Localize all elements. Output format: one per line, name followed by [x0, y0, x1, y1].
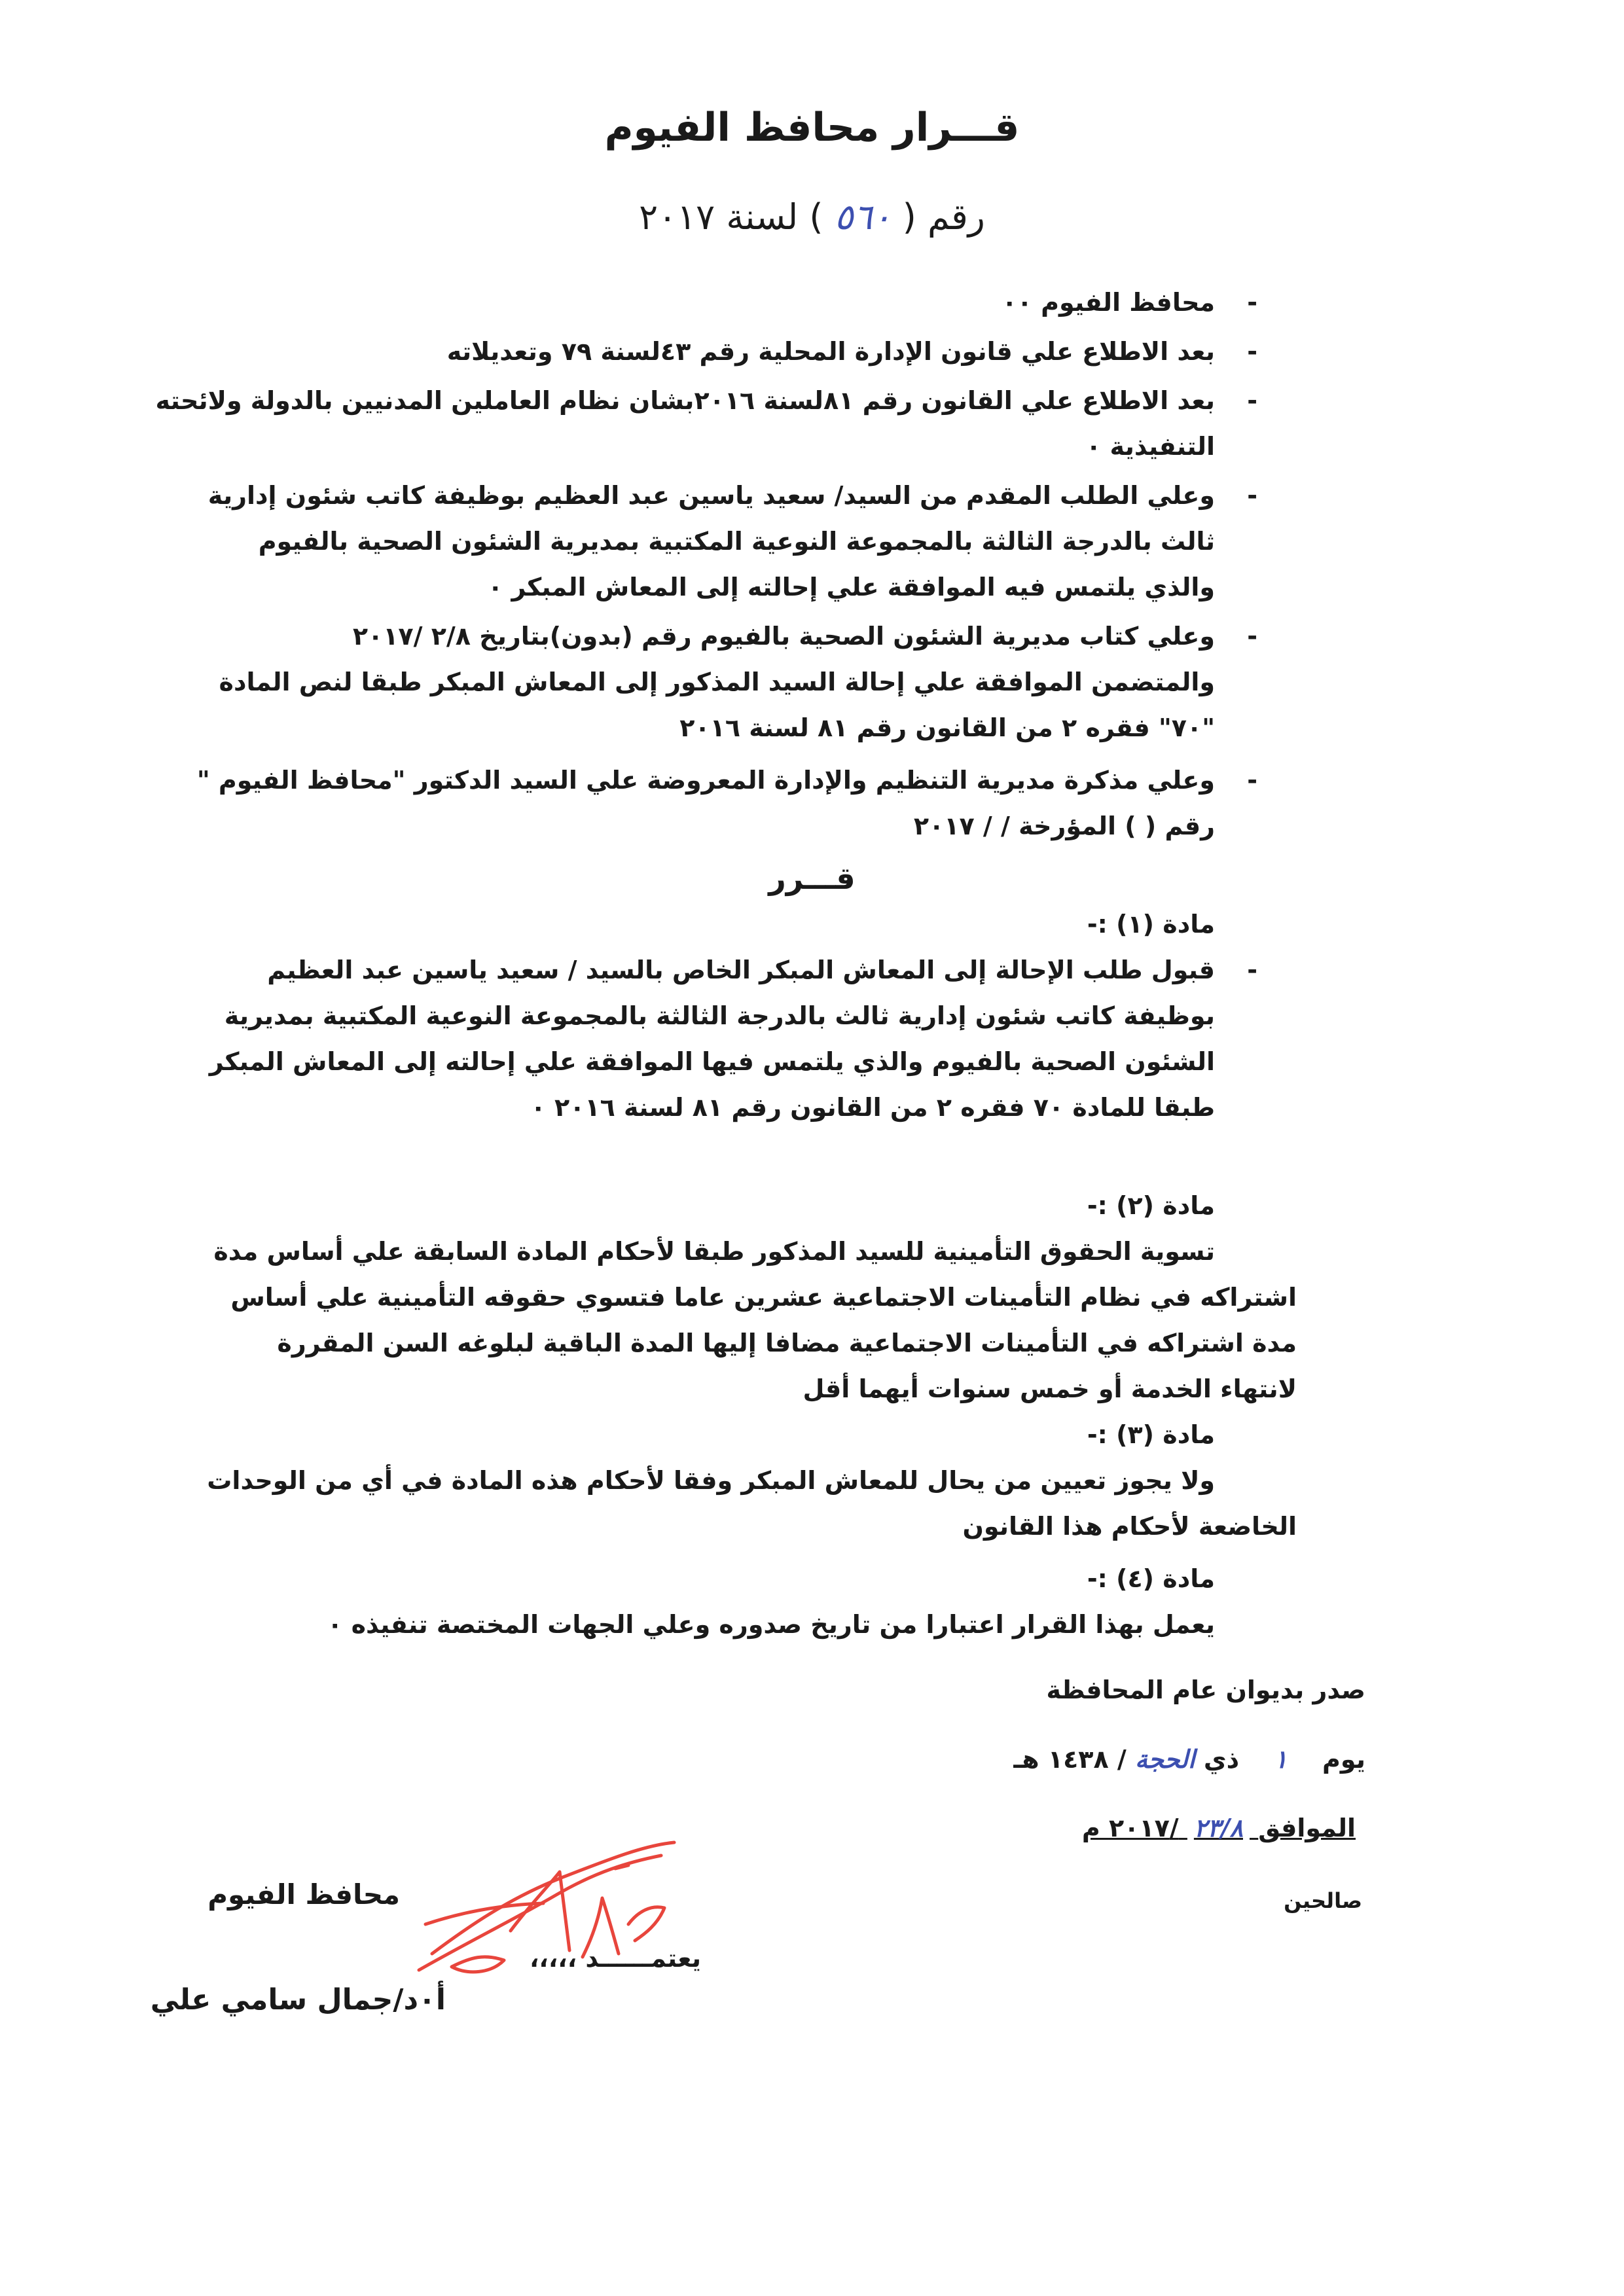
- approval-label: يعتمــــــد ،،،،،: [530, 1944, 701, 1973]
- signature-stroke: [628, 1907, 664, 1941]
- decision-heading: قـــرر: [768, 861, 856, 896]
- preamble-line: والمتضمن الموافقة علي إحالة السيد المذكور إلى المعاش المبكر طبقا لنص المادة: [219, 668, 1215, 696]
- governor-name: أ٠د/جمال سامي علي: [150, 1983, 446, 2017]
- gregorian-year: /٢٠١٧ م: [1081, 1814, 1179, 1842]
- signature-stroke: [583, 1898, 619, 1957]
- article-heading: مادة (٢) :-: [1087, 1191, 1215, 1220]
- bullet-dash: -: [1247, 956, 1257, 984]
- day-label: يوم: [1322, 1745, 1365, 1774]
- article-line: بوظيفة كاتب شئون إدارية ثالث بالدرجة الثالثة بالمجموعة النوعية المكتبية بمديرية: [224, 1001, 1215, 1030]
- bullet-dash: -: [1247, 386, 1257, 415]
- signature-strokes: [419, 1842, 674, 1972]
- day-handwritten: ١: [1274, 1744, 1288, 1774]
- number-suffix: ) لسنة ٢٠١٧: [639, 196, 823, 238]
- article-line: تسوية الحقوق التأمينية للسيد المذكور طبقا لأحكام المادة السابقة علي أساس مدة: [213, 1237, 1215, 1266]
- bullet-dash: -: [1247, 481, 1257, 510]
- article-line: الخاضعة لأحكام هذا القانون: [962, 1512, 1297, 1541]
- article-line: طبقا للمادة ٧٠ فقره ٢ من القانون رقم ٨١ لسنة ٢٠١٦ ٠: [530, 1093, 1215, 1122]
- preamble-line: التنفيذية ٠: [1086, 432, 1215, 461]
- article-heading: مادة (١) :-: [1087, 910, 1215, 939]
- governor-title: محافظ الفيوم: [208, 1878, 400, 1910]
- page-title: قـــرار محافظ الفيوم: [604, 105, 1020, 151]
- gregorian-handwritten: ٢٣/٨: [1193, 1813, 1243, 1842]
- gregorian-date-line: [1082, 1813, 1356, 1842]
- month-label: ذي: [1203, 1745, 1240, 1774]
- month-handwritten: الحجة: [1135, 1744, 1195, 1774]
- number-prefix: رقم (: [902, 196, 985, 238]
- bullet-dash: -: [1247, 288, 1257, 317]
- preamble-line: وعلي مذكرة مديرية التنظيم والإدارة المعروضة علي السيد الدكتور "محافظ الفيوم ": [196, 766, 1215, 795]
- article-line: اشتراكه في نظام التأمينات الاجتماعية عشرين عاما فتسوي حقوقه التأمينية علي أساس: [230, 1283, 1297, 1312]
- bullet-dash: -: [1247, 622, 1257, 651]
- preamble-line: "٧٠" فقره ٢ من القانون رقم ٨١ لسنة ٢٠١٦: [679, 713, 1215, 742]
- signature-stroke: [511, 1872, 569, 1950]
- preamble-line: والذي يلتمس فيه الموافقة علي إحالته إلى المعاش المبكر ٠: [488, 573, 1215, 601]
- article-heading: مادة (٣) :-: [1087, 1420, 1215, 1449]
- issued-line: صدر بديوان عام المحافظة: [1046, 1676, 1365, 1704]
- saleheen-note: صالحين: [1284, 1888, 1362, 1913]
- preamble-line: رقم ( ) المؤرخة / / ٢٠١٧: [913, 812, 1215, 840]
- decree-number-line: [0, 196, 1624, 238]
- preamble-line: بعد الاطلاع علي قانون الإدارة المحلية رقم ٤٣لسنة ٧٩ وتعديلاته: [446, 337, 1215, 366]
- decree-number-handwritten: ٥٦٠: [834, 196, 892, 238]
- article-line: لانتهاء الخدمة أو خمس سنوات أيهما أقل: [803, 1374, 1297, 1403]
- hijri-date-line: [1013, 1744, 1365, 1774]
- preamble-line: ثالث بالدرجة الثالثة بالمجموعة النوعية المكتبية بمديرية الشئون الصحية بالفيوم: [258, 527, 1215, 556]
- preamble-line: وعلي الطلب المقدم من السيد/ سعيد ياسين عبد العظيم بوظيفة كاتب شئون إدارية: [208, 481, 1215, 510]
- article-line: مدة اشتراكه في التأمينات الاجتماعية مضافا إليها المدة الباقية لبلوغه السن المقررة: [277, 1329, 1297, 1357]
- signature-stroke: [419, 1856, 661, 1970]
- hijri-year: / ١٤٣٨ هـ: [1013, 1745, 1127, 1774]
- corresponding-label: الموافق: [1258, 1814, 1356, 1842]
- preamble-line: وعلي كتاب مديرية الشئون الصحية بالفيوم رقم (بدون)بتاريخ ٢/٨ /٢٠١٧: [352, 622, 1215, 651]
- signature-image: [406, 1826, 681, 1983]
- preamble-line: بعد الاطلاع علي القانون رقم ٨١لسنة ٢٠١٦بشان نظام العاملين المدنيين بالدولة ولائحته: [155, 386, 1215, 415]
- article-line: ولا يجوز تعيين من يحال للمعاش المبكر وفقا لأحكام هذه المادة في أي من الوحدات: [207, 1466, 1215, 1495]
- article-line: الشئون الصحية بالفيوم والذي يلتمس فيها الموافقة علي إحالته إلى المعاش المبكر: [209, 1047, 1215, 1076]
- article-heading: مادة (٤) :-: [1087, 1564, 1215, 1593]
- preamble-line: محافظ الفيوم ٠٠: [1001, 288, 1215, 317]
- article-line: قبول طلب الإحالة إلى المعاش المبكر الخاص بالسيد / سعيد ياسين عبد العظيم: [267, 956, 1215, 984]
- bullet-dash: -: [1247, 337, 1257, 366]
- bullet-dash: -: [1247, 766, 1257, 795]
- signature-stroke: [452, 1957, 504, 1972]
- article-line: يعمل بهذا القرار اعتبارا من تاريخ صدوره وعلي الجهات المختصة تنفيذه ٠: [327, 1610, 1215, 1639]
